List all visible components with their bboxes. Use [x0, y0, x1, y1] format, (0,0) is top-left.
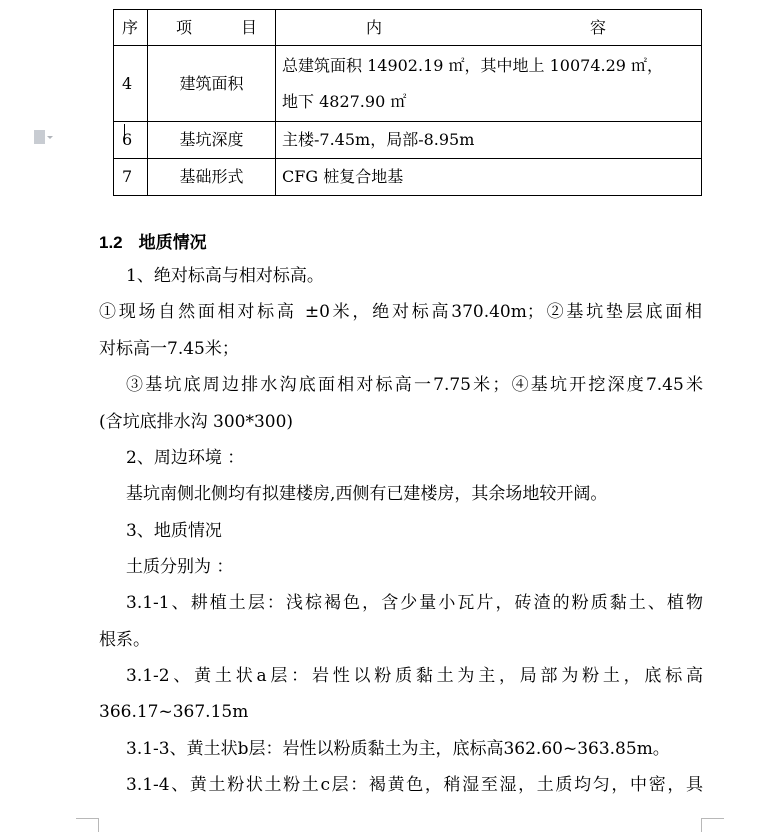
paragraph-line: 2、周边环境 ： [126, 448, 245, 468]
paragraph-line: 根系。 [99, 630, 150, 650]
section-title: 地质情况 [138, 233, 207, 252]
row-item: 基础形式 [148, 159, 276, 196]
paragraph-line: 土质分别为 ： [126, 557, 234, 577]
paragraph-line: 对标高一7.45米； [99, 339, 239, 359]
row-content: CFG 桩复合地基 [276, 159, 702, 196]
paragraph-line: 基坑南侧北侧均有拟建楼房,西侧有已建楼房，其余场地较开阔。 [126, 484, 608, 504]
row-content: 总建筑面积 14902.19 ㎡，其中地上 10074.29 ㎡， 地下 4827.90 ㎡ [276, 46, 702, 122]
row-item: 建筑面积 [148, 46, 276, 122]
paragraph-line: 3.1-1、耕植土层：浅棕褐色，含少量小瓦片，砖渣的粉质黏土、植物 [126, 593, 703, 613]
document-icon[interactable] [34, 130, 45, 144]
paragraph-line: 366.17~367.15m [99, 702, 249, 722]
header-content: 内 容 [366, 17, 606, 37]
paragraph-line: 3.1-3、黄土状b层：岩性以粉质黏土为主，底标高362.60~363.85m。 [126, 739, 670, 759]
page-corner-mark-right [701, 818, 724, 832]
paragraph-line: ③基坑底周边排水沟底面相对标高一7.75米；④基坑开挖深度7.45米 [126, 375, 703, 395]
paragraph-line: 3.1-2、黄土状a层：岩性以粉质黏土为主，局部为粉土，底标高 [126, 666, 703, 686]
header-item: 项 目 [176, 17, 257, 37]
header-no: 序 [114, 10, 148, 46]
page-corner-mark-left [76, 818, 99, 832]
row-no: 4 [114, 46, 148, 122]
paragraph-line: (含坑底排水沟 300*300) [99, 412, 294, 432]
table-row [114, 122, 702, 159]
row-no: 7 [114, 159, 148, 196]
section-heading [99, 228, 207, 253]
table-row [114, 159, 702, 196]
project-info-table [113, 9, 702, 196]
section-number: 1.2 [99, 233, 123, 252]
row-no: 6 [114, 122, 148, 159]
table-row [114, 46, 702, 122]
row-item: 基坑深度 [148, 122, 276, 159]
paragraph-line: ①现场自然面相对标高 ±0米，绝对标高370.40m；②基坑垫层底面相 [99, 302, 702, 322]
row-content: 主楼-7.45m，局部-8.95m [276, 122, 702, 159]
paragraph-line: 1、绝对标高与相对标高。 [126, 266, 324, 286]
paragraph-line: 3.1-4、黄土粉状土粉土c层：褐黄色，稍湿至湿，土质均匀，中密，具 [126, 775, 703, 795]
table-header-row [114, 10, 702, 46]
paragraph-line: 3、地质情况 [126, 521, 222, 541]
